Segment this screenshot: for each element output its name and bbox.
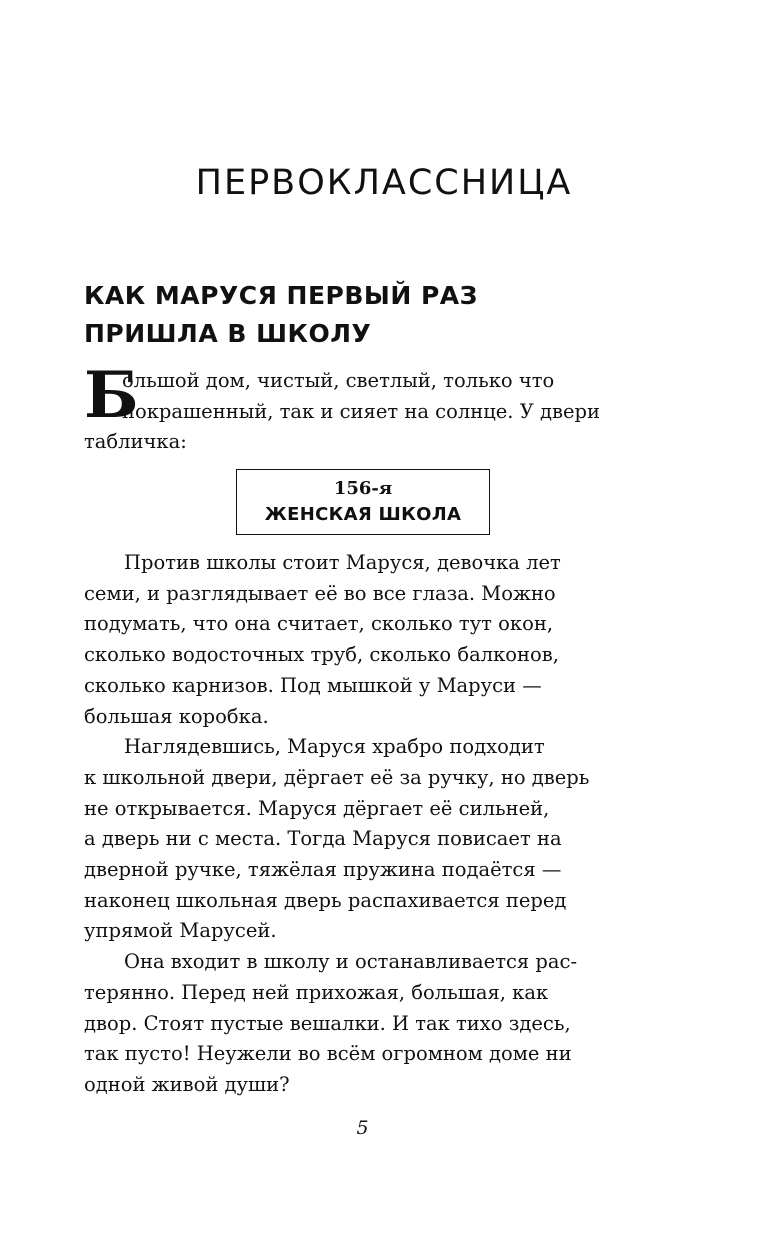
text-line: а дверь ни с места. Тогда Маруся повисает на <box>84 827 562 851</box>
text-line: одной живой души? <box>84 1072 290 1096</box>
paragraph <box>84 947 644 1101</box>
subtitle-line: КАК МАРУСЯ ПЕРВЫЙ РАЗ <box>84 281 478 310</box>
text-line: к школьной двери, дёргает её за ручку, но дверь <box>84 765 590 789</box>
text-line: Она входит в школу и останавливается рас- <box>124 950 578 974</box>
text-line: терянно. Перед ней прихожая, большая, как <box>84 980 549 1004</box>
text-line: ольшой дом, чистый, светлый, только что <box>122 369 555 392</box>
text-line: двор. Стоят пустые вешалки. И так тихо здесь, <box>84 1011 571 1035</box>
intro-paragraph <box>84 358 644 458</box>
text-line: Наглядевшись, Маруся храбро подходит <box>124 735 545 759</box>
text-line: покрашенный, так и сияет на солнце. У двери <box>122 399 600 423</box>
text-line: сколько карнизов. Под мышкой у Маруси — <box>84 673 542 697</box>
drop-cap: Б <box>84 358 139 433</box>
chapter-title: ПЕРВОКЛАССНИЦА <box>195 163 573 203</box>
text-line: не открывается. Маруся дёргает её сильней, <box>84 796 550 820</box>
paragraph <box>84 548 644 732</box>
text-line: упрямой Марусей. <box>84 919 277 943</box>
paragraph <box>84 732 644 947</box>
text-line: Против школы стоит Маруся, девочка лет <box>124 551 561 574</box>
page-number: 5 <box>356 1117 369 1139</box>
text-line: подумать, что она считает, сколько тут окон, <box>84 612 554 636</box>
school-sign <box>236 469 490 535</box>
text-line: семи, и разглядывает её во все глаза. Можно <box>84 581 556 605</box>
body-text <box>84 548 644 1101</box>
text-line: большая коробка. <box>84 704 269 728</box>
sign-name: ЖЕНСКАЯ ШКОЛА <box>264 504 462 525</box>
text-line: так пусто! Неужели во всём огромном доме ни <box>84 1042 572 1066</box>
subtitle-line: ПРИШЛА В ШКОЛУ <box>84 319 372 348</box>
text-line: табличка: <box>84 430 187 454</box>
text-line: дверной ручке, тяжёлая пружина подаётся — <box>84 858 562 882</box>
text-line: сколько водосточных труб, сколько балконов, <box>84 643 559 667</box>
sign-number: 156-я <box>333 478 393 499</box>
text-line: наконец школьная дверь распахивается перед <box>84 888 567 912</box>
section-subtitle <box>84 277 478 353</box>
